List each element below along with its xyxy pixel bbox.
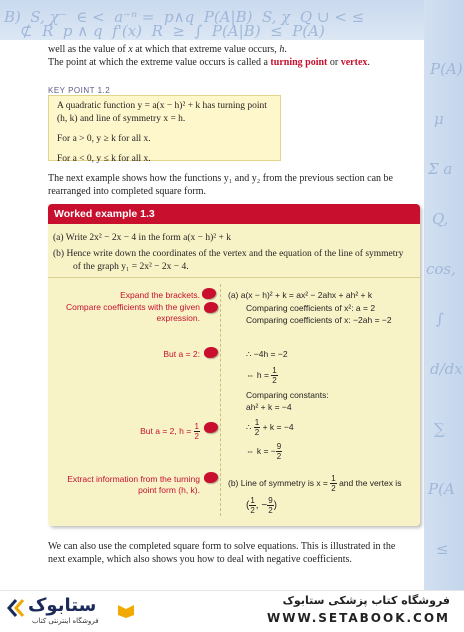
textbook-page xyxy=(8,40,424,590)
paren: ( xyxy=(246,500,250,512)
intro-text: . xyxy=(367,57,370,68)
solution-constants-eq: ah² + k = −4 xyxy=(246,402,292,412)
fraction-denominator: 2 xyxy=(250,506,255,515)
key-point-case: For a > 0, y ≥ k for all x. xyxy=(57,134,151,144)
book-icon xyxy=(116,601,136,619)
solution-k-step1 xyxy=(246,418,294,437)
worked-example-box xyxy=(48,204,420,526)
solution-k-text: ∴ xyxy=(246,421,254,432)
logo-wordmark: ستابوک xyxy=(28,595,97,616)
logo-subtitle: فروشگاه اینترنتی کتاب xyxy=(32,617,99,625)
separator: , − xyxy=(255,500,268,512)
fraction xyxy=(194,422,200,441)
solution-a-expansion: (a) a(x − h)² + k = ax² − 2ahx + ah² + k xyxy=(228,290,373,300)
fraction-numerator: 1 xyxy=(254,418,260,427)
key-point-case: For a < 0, y ≤ k for all x. xyxy=(57,154,151,164)
solution-vertex xyxy=(246,496,277,515)
key-point-line: (h, k) and line of symmetry x = h. xyxy=(57,114,186,124)
intro-text: . xyxy=(284,44,287,55)
key-point-line: A quadratic function y = a(x − h)² + k has turning point xyxy=(57,101,267,111)
fraction xyxy=(276,442,282,461)
between-paragraph: The next example shows how the functions y₁ and y₂ from the previous section can be rearranged into completed square form. xyxy=(48,173,393,197)
fraction-denominator: 2 xyxy=(276,452,282,461)
fraction-denominator: 2 xyxy=(331,484,336,493)
hint-extract-line1: Extract information from the turning xyxy=(67,474,200,484)
footer-banner xyxy=(0,590,464,632)
fraction-denominator: 2 xyxy=(194,432,199,441)
decorative-math-border-right: P(A) μ Σ a Q, cos, ∫ d/dx ∑ P(A ≤ xyxy=(424,0,464,590)
solution-compare-x: Comparing coefficients of x: −2ah = −2 xyxy=(246,315,392,325)
decorative-math-border-top: B) S, χ⁻ ∈ < a⁻ⁿ = p∧q P(A|B) S, χ Q ∪ < ≤ ⊄ R p ∧ q f'(x) R ≥ ∫ P(A|B) ≤ P(A) xyxy=(0,0,464,40)
key-point-label: KEY POINT 1.2 xyxy=(48,86,111,95)
fraction-numerator: 1 xyxy=(272,366,277,375)
question-part-b-line1: (b) Hence write down the coordinates of the vertex and the equation of the line of symmetry xyxy=(53,249,404,259)
hint-bubble-icon xyxy=(204,472,218,483)
intro-var-h: h xyxy=(279,44,285,55)
hint-extract xyxy=(50,474,200,496)
intro-var-x: x xyxy=(128,44,133,55)
solution-h xyxy=(246,366,278,385)
term-turning-point: turning point xyxy=(270,57,328,68)
fraction-numerator: 9 xyxy=(276,442,282,451)
hint-extract-line2: point form (h, k). xyxy=(138,485,200,495)
fraction-numerator: 9 xyxy=(268,496,273,505)
column-divider xyxy=(220,284,221,516)
chevron-logo-icon xyxy=(6,598,26,618)
intro-text: or xyxy=(327,57,341,68)
hint-bubble-icon xyxy=(204,347,218,358)
question-part-a: (a) Write 2x² − 2x − 4 in the form a(x − h)² + k xyxy=(53,233,231,243)
hint-bubble-icon xyxy=(202,288,216,299)
fraction-denominator: 2 xyxy=(268,506,273,515)
solution-compare-x2: Comparing coefficients of x²: a = 2 xyxy=(246,303,376,313)
hint-bubble-icon xyxy=(204,302,218,313)
hint-a-h-text: But a = 2, h = xyxy=(140,425,194,436)
outro-paragraph: We can also use the completed square form to solve equations. This is illustrated in the next example, which also shows you how to deal with negative coefficients. xyxy=(48,541,396,565)
footer-url[interactable]: WWW.SETABOOK.COM xyxy=(266,611,450,625)
hint-bubble-icon xyxy=(204,422,218,433)
fraction-numerator: 1 xyxy=(331,474,336,483)
solution-k-text: + k = −4 xyxy=(260,421,294,432)
fraction xyxy=(271,366,277,385)
hint-a-h-values xyxy=(50,422,200,441)
setabook-logo xyxy=(6,595,196,627)
fraction-denominator: 2 xyxy=(254,428,260,437)
solution-b-symmetry xyxy=(228,474,401,493)
hint-expand: Expand the brackets. xyxy=(120,290,200,300)
solution-h-text: ⇔ h = xyxy=(246,369,272,380)
hint-compare-line2: expression. xyxy=(156,313,200,323)
intro-paragraph xyxy=(48,43,408,69)
footer-store-title: فروشگاه کتاب پزشکی ستابوک xyxy=(282,594,450,607)
solution-k-step2 xyxy=(246,442,282,461)
fraction-numerator: 1 xyxy=(194,422,199,431)
solution-b-text: and the vertex is xyxy=(336,477,402,488)
hint-compare xyxy=(50,302,200,324)
key-point-box xyxy=(48,95,281,164)
fraction-numerator: 1 xyxy=(250,496,255,505)
intro-text: well as the value of xyxy=(48,44,129,55)
worked-example-title: Worked example 1.3 xyxy=(48,204,420,224)
paren: ) xyxy=(273,500,277,512)
question-part-b-line2: of the graph y₁ = 2x² − 2x − 4. xyxy=(73,262,189,272)
solution-4h: ∴ −4h = −2 xyxy=(246,349,288,359)
intro-text: at which that extreme value occurs, xyxy=(132,44,280,55)
solution-k-text: ⇔ k = − xyxy=(246,445,276,456)
solution-constants-label: Comparing constants: xyxy=(246,390,329,400)
fraction-denominator: 2 xyxy=(272,376,277,385)
solution-b-text: (b) Line of symmetry is x = xyxy=(228,477,331,488)
hint-a-equals-2: But a = 2: xyxy=(163,349,200,359)
intro-text: The point at which the extreme value occurs is called a xyxy=(48,57,271,68)
divider-rule xyxy=(48,277,420,278)
term-vertex: vertex xyxy=(340,57,368,68)
hint-compare-line1: Compare coefficients with the given xyxy=(65,302,200,312)
